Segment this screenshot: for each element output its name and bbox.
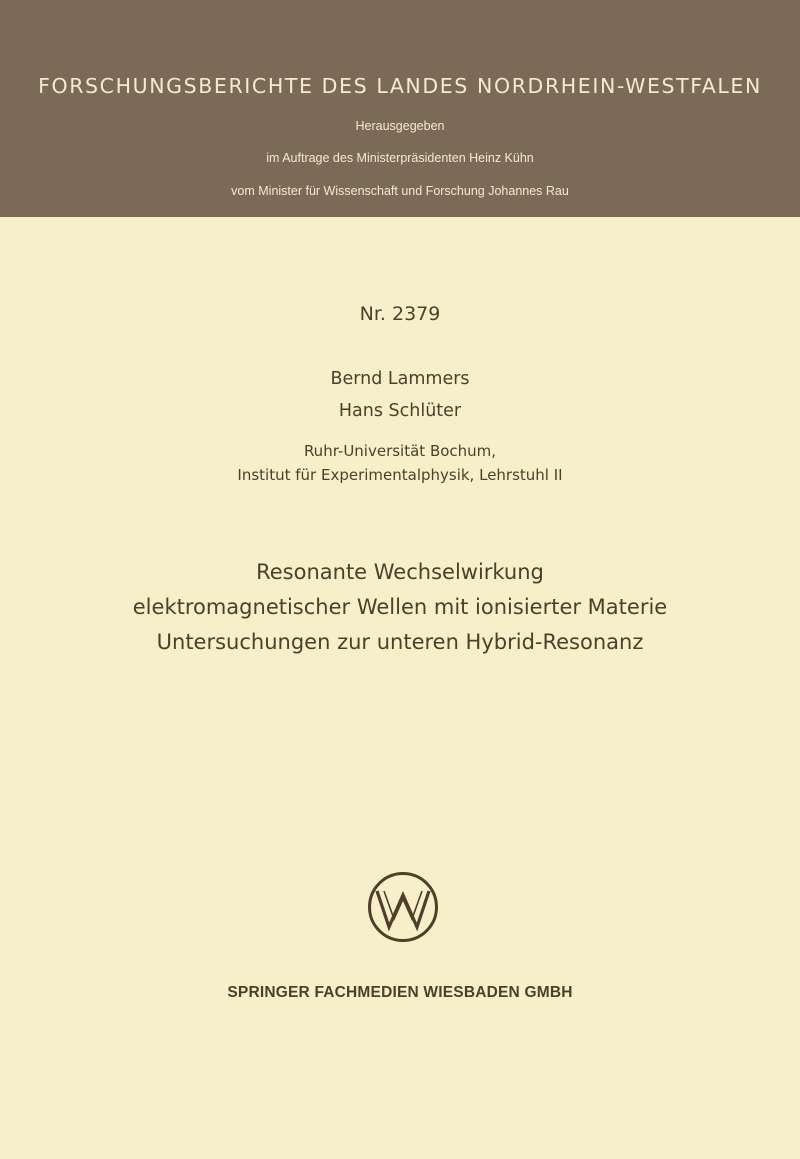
author-name: Hans Schlüter — [338, 401, 462, 421]
book-title-line: Untersuchungen zur unteren Hybrid-Resonanz — [156, 630, 644, 654]
editor-line: Herausgegeben — [355, 119, 445, 133]
publisher-logo-icon — [367, 871, 439, 943]
author-name: Bernd Lammers — [330, 369, 470, 389]
minister-line: vom Minister für Wissenschaft und Forschung Johannes Rau — [231, 184, 569, 198]
commission-line: im Auftrage des Ministerpräsidenten Heinz Kühn — [266, 151, 534, 165]
publisher-name: SPRINGER FACHMEDIEN WIESBADEN GMBH — [227, 984, 573, 1001]
affiliation-institute: Institut für Experimentalphysik, Lehrstuhl II — [237, 466, 563, 484]
volume-number: Nr. 2379 — [359, 303, 441, 325]
affiliation-university: Ruhr-Universität Bochum, — [303, 442, 497, 460]
book-title-line: Resonante Wechselwirkung — [256, 560, 544, 584]
series-title: FORSCHUNGSBERICHTE DES LANDES NORDRHEIN-WESTFALEN — [38, 74, 762, 98]
book-title-line: elektromagnetischer Wellen mit ionisierter Materie — [132, 595, 668, 619]
